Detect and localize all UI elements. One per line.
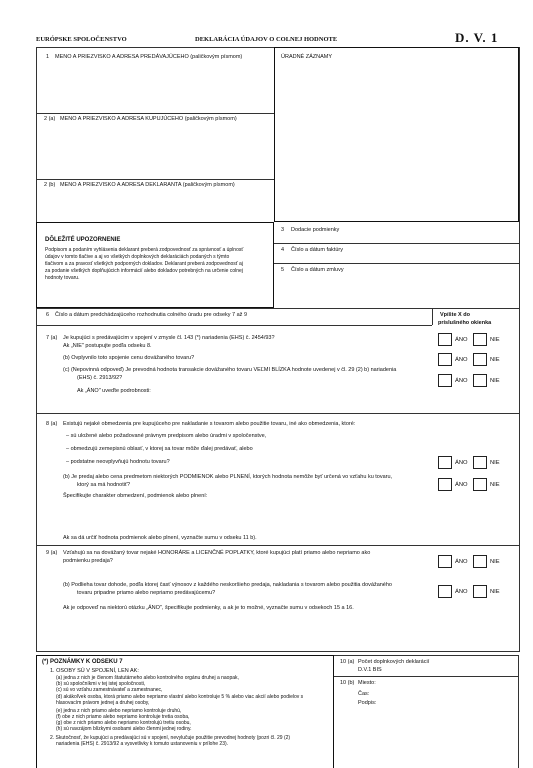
q8-num: 8 (a) <box>46 421 58 427</box>
q8b-yes-checkbox[interactable] <box>438 478 452 491</box>
q9a-no-checkbox[interactable] <box>473 555 487 568</box>
q7b-no-checkbox[interactable] <box>473 353 487 366</box>
q8a-item: – obmedzujú zemepisnú oblasť, v ktorej sa tovar môže ďalej predávať, alebo <box>66 446 253 452</box>
box2a-num: 2 (a) <box>44 116 56 122</box>
notice-line: tlačivom a za pravosť všetkých podporných dokladov. Deklarant preberá zodpovednosť aj <box>45 261 243 267</box>
footnote-l1: 1. OSOBY SÚ V SPOJENÍ, LEN AK: <box>50 668 139 674</box>
q8-value-note: Ak sa dá určiť hodnota podmienok alebo plnení, vyznačte sumu v odseku 11 b). <box>63 535 257 541</box>
no-label: NIE <box>490 460 500 466</box>
q8b-no-checkbox[interactable] <box>473 478 487 491</box>
no-label: NIE <box>490 559 500 565</box>
yes-label: ÁNO <box>455 337 468 343</box>
q8b-specify: Špecifikujte charakter obmedzení, podmienok alebo plnení: <box>63 493 208 499</box>
seller-input[interactable] <box>38 62 272 110</box>
q8a-item: – podstatne neovplyvňujú hodnotu tovaru? <box>66 459 170 465</box>
footnote-l2: 2. Skutočnosť, že kupujúci a predávajúci sú v spojení, nevylučuje použitie prevodnej hodnoty (pozri čl. 29 (2) <box>50 735 291 741</box>
q7c-note: Ak „ÁNO" uveďte podrobnosti: <box>77 388 151 394</box>
official-records-label: ÚRADNÉ ZÁZNAMY <box>281 54 333 60</box>
yes-label: ÁNO <box>455 589 468 595</box>
footnote-item: hlasovacím právom jednej a druhej osoby, <box>56 700 150 706</box>
q8a-text: Existujú nejaké obmedzenia pre kupujúceho pre nakladanie s tovarom alebo použitie tovaru, iné ako obmedzenia, ktoré: <box>63 421 356 427</box>
box10a-label2: D.V.1 BIS <box>358 667 382 673</box>
notice-line: Podpisom a podaním vyhlásenia deklarant preberá zodpovednosť za správnosť a úplnosť <box>45 247 244 253</box>
q9-num: 9 (a) <box>46 550 58 556</box>
q9a-yes-checkbox[interactable] <box>438 555 452 568</box>
box1-label: MENO A PRIEZVISKO A ADRESA PREDÁVAJÚCEHO (paličkovým písmom) <box>55 54 243 60</box>
signature-input[interactable] <box>392 678 516 708</box>
q9-note: Ak je odpoveď na niektorú otázku „ÁNO", špecifikujte podmienky, a ak je to možné, vyznačte sumu v odsekoch 15 a 16. <box>63 605 354 611</box>
notice-line: hodnoty tovaru. <box>45 275 80 281</box>
box6-num: 6 <box>46 312 50 318</box>
no-label: NIE <box>490 589 500 595</box>
no-label: NIE <box>490 357 500 363</box>
q7a-text: Je kupujúci s predávajúcim v spojení v zmysle čl. 143 (*) nariadenia (EHS) č. 2454/93? <box>63 335 275 341</box>
q8b-text: (b) Je predaj alebo cena predmetom niektorých PODMIENOK alebo PLNENÍ, ktorých hodnota nemôže byť určená vo vzťahu ku tovaru, <box>63 474 393 480</box>
footnote-item: (c) sú vo vzťahu zamestnávateľ a zamestnanec, <box>56 687 163 693</box>
q7c-no-checkbox[interactable] <box>473 374 487 387</box>
box2a-label: MENO A PRIEZVISKO A ADRESA KUPUJÚCEHO (paličkovým písmom) <box>60 116 237 122</box>
footnote-item: (f) obe z nich priamo alebo nepriamo kontroluje tretia osoba, <box>56 714 190 720</box>
q8b-text2: ktorý sa má hodnotiť? <box>77 482 131 488</box>
mark-header: Vpíšte X do <box>440 312 470 318</box>
footnote-item: (h) sú navzájom blízkymi osobami alebo členmi jednej rodiny. <box>56 726 192 732</box>
box4-num: 4 <box>281 247 285 253</box>
q7c-text2: (EHS) č. 2913/92? <box>77 375 123 381</box>
footnote-item: (a) jedna z nich je členom štatutárneho alebo kontrolného orgánu druhej a naopak, <box>56 675 239 681</box>
box5-num: 5 <box>281 267 285 273</box>
signature-label: Podpis: <box>358 700 377 706</box>
declarant-input[interactable] <box>38 190 272 220</box>
q9a-text2: podmienku predaja? <box>63 558 113 564</box>
box1-num: 1 <box>46 54 50 60</box>
q7b-yes-checkbox[interactable] <box>438 353 452 366</box>
yes-label: ÁNO <box>455 378 468 384</box>
box4-label: Číslo a dátum faktúry <box>291 247 343 253</box>
q9b-yes-checkbox[interactable] <box>438 585 452 598</box>
q7b-text: (b) Ovplyvnilo toto spojenie cenu dovážaného tovaru? <box>63 355 195 361</box>
buyer-input[interactable] <box>38 124 272 176</box>
yes-label: ÁNO <box>455 460 468 466</box>
footnote-l2b: nariadenia (EHS) č. 2913/92 a vysvetlivky k tomuto ustanoveniu v prílohe 23). <box>56 741 229 747</box>
q9a-text: Vzťahujú sa na dovážaný tovar nejaké HONORÁRE a LICENČNÉ POPLATKY, ktoré kupujúci platí priamo alebo nepriamo ako <box>63 550 371 556</box>
invoice-input[interactable] <box>278 254 517 262</box>
footnote-item: (g) obe z nich priamo alebo nepriamo kontrolujú tretiu osobu, <box>56 720 191 726</box>
no-label: NIE <box>490 378 500 384</box>
yes-label: ÁNO <box>455 559 468 565</box>
q8a-no-checkbox[interactable] <box>473 456 487 469</box>
box6-label: Číslo a dátum predchádzajúceho rozhodnutia colného úradu pre odseky 7 až 9 <box>55 312 248 318</box>
yes-label: ÁNO <box>455 357 468 363</box>
q8a-item: – sú uložené alebo požadované právnym predpisom alebo úradmi v spoločenstve, <box>66 433 267 439</box>
form-title: DEKLARÁCIA ÚDAJOV O COLNEJ HODNOTE <box>195 36 338 43</box>
yes-label: ÁNO <box>455 482 468 488</box>
box10a-label: Počet doplnkových deklarácií <box>358 659 430 665</box>
box2b-label: MENO A PRIEZVISKO A ADRESA DEKLARANTA (paličkovým písmom) <box>60 182 235 188</box>
official-records-box <box>274 47 519 222</box>
q7-num: 7 (a) <box>46 335 58 341</box>
q8a-yes-checkbox[interactable] <box>438 456 452 469</box>
time-label: Čas: <box>358 691 370 697</box>
q7a-no-checkbox[interactable] <box>473 333 487 346</box>
form-code: D. V. 1 <box>455 30 499 45</box>
q7c-text: (c) (Nepovinná odpoveď) Je prevodná hodnota transakcie dovážaného tovaru VEĽMI BLÍZKA hodnote uvedenej v čl. 29 (2) b) nariadenia <box>63 367 397 373</box>
footnote-item: (b) sú spoločníkmi v tej istej spoločnosti, <box>56 681 146 687</box>
box2b-num: 2 (b) <box>44 182 56 188</box>
q7a-yes-checkbox[interactable] <box>438 333 452 346</box>
q7c-yes-checkbox[interactable] <box>438 374 452 387</box>
q9b-no-checkbox[interactable] <box>473 585 487 598</box>
notice-line: údajov v tomto tlačive a aj vo všetkých doplnkových deklaráciách podaných s týmto <box>45 254 230 260</box>
box3-num: 3 <box>281 227 285 233</box>
contract-input[interactable] <box>278 274 517 306</box>
header-community: EURÓPSKE SPOLOČENSTVO <box>36 36 127 43</box>
notice-line: za podanie všetkých doplňujúcich informácií alebo dokladov potrebných na určenie colnej <box>45 268 243 274</box>
q7a-note: Ak „NIE" postupujte podľa odseku 8. <box>63 343 152 349</box>
box5-label: Číslo a dátum zmluvy <box>291 267 344 273</box>
footnote-item: (d) akákoľvek osoba, ktorá priamo alebo nepriamo vlastní alebo kontroluje 5 % alebo viac akcií alebo podielov s <box>56 694 304 700</box>
q9b-text: (b) Podlieha tovar dohode, podľa ktorej časť výnosov z každého neskoršieho predaja, nakladania s tovarom alebo použitia dovážaného <box>63 582 392 588</box>
footnote-item: (e) jedna z nich priamo alebo nepriamo kontroluje druhú, <box>56 708 182 714</box>
footnote-title: (*) POZNÁMKY K ODSEKU 7 <box>42 659 123 665</box>
q9b-text2: tovaru pripadne priamo alebo nepriamo predávajúcemu? <box>77 590 216 596</box>
no-label: NIE <box>490 337 500 343</box>
mark-header: príslušného okienka <box>438 320 492 326</box>
no-label: NIE <box>490 482 500 488</box>
notice-title: DÔLEŽITÉ UPOZORNENIE <box>45 237 121 243</box>
delivery-terms-input[interactable] <box>278 234 517 242</box>
box3-label: Dodacie podmienky <box>291 227 340 233</box>
box10a-num: 10 (a) <box>340 659 355 665</box>
q8-details-input[interactable] <box>63 501 433 531</box>
box10b-num: 10 (b) <box>340 680 355 686</box>
place-label: Miesto: <box>358 680 376 686</box>
